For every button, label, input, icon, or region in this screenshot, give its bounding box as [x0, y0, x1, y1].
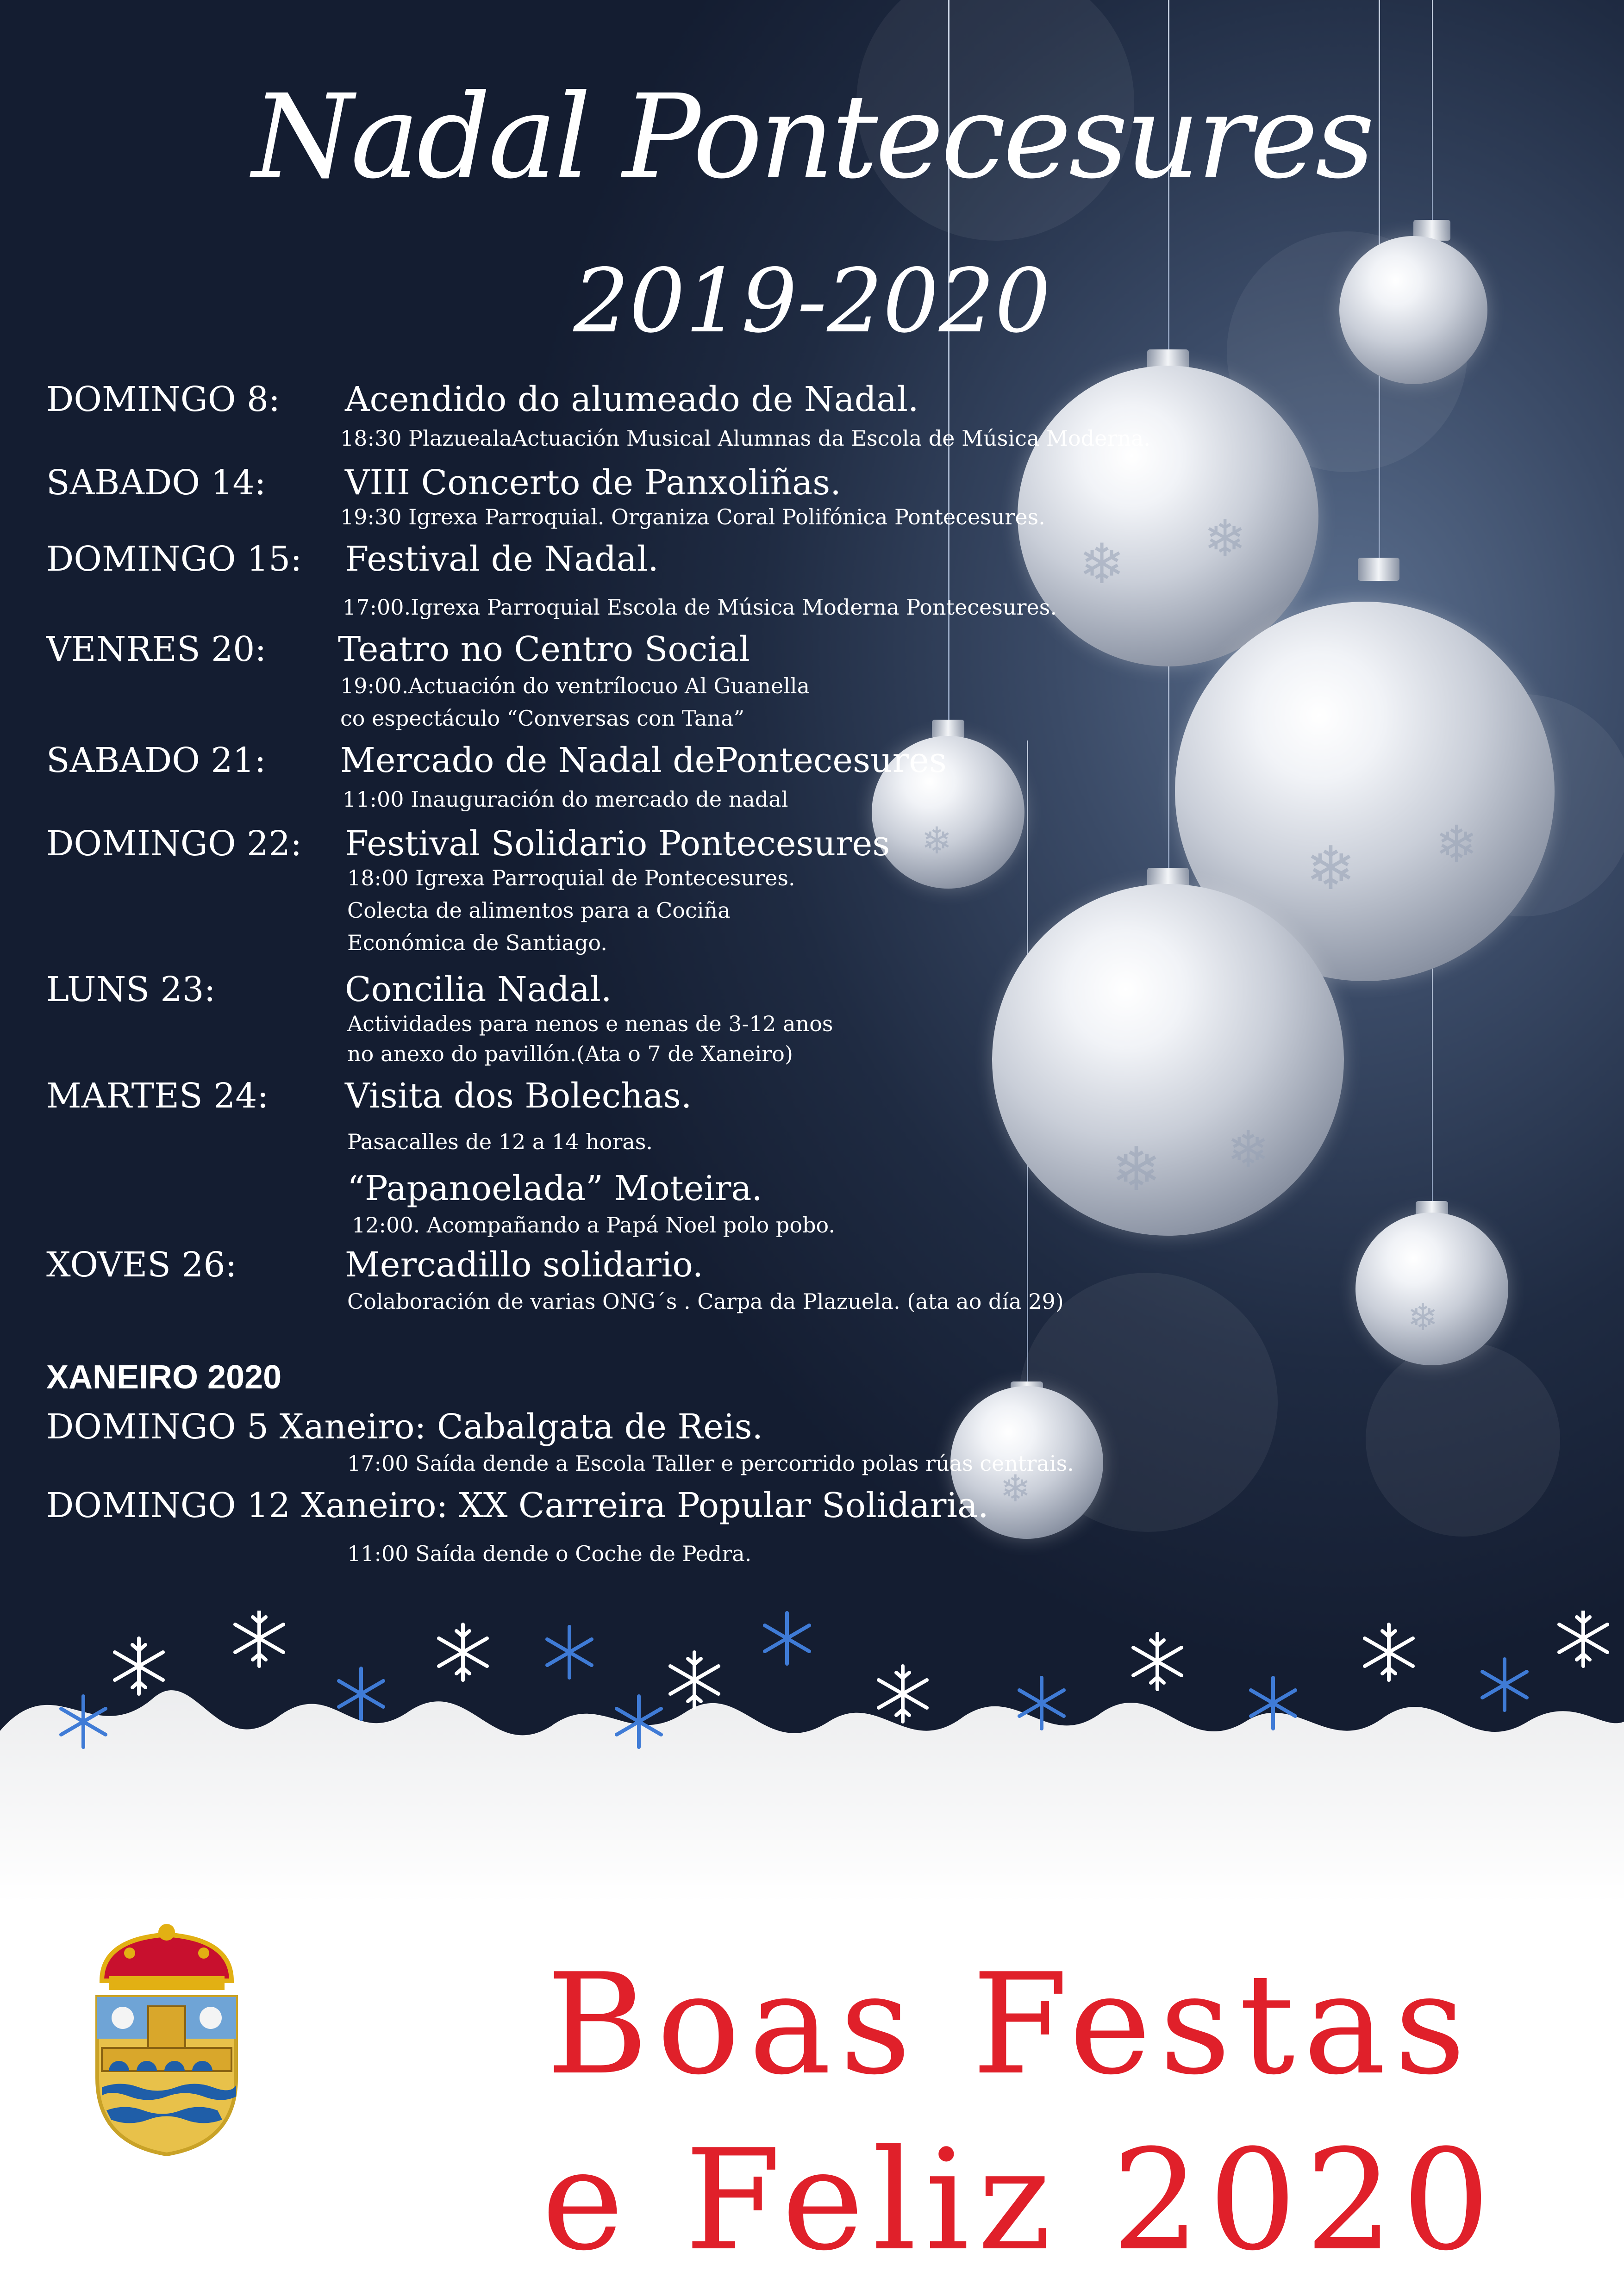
event-title: VIII Concerto de Panxoliñas.: [345, 463, 841, 503]
event-title: Acendido do alumeado de Nadal.: [345, 380, 919, 419]
section-heading: XANEIRO 2020: [46, 1359, 282, 1396]
greeting-line-1: Boas Festas: [546, 1944, 1474, 2105]
snowflake-icon: ❄: [1407, 1296, 1439, 1339]
event-title: Concilia Nadal.: [345, 970, 612, 1009]
snowflake-icon: ❄: [1111, 1134, 1162, 1204]
event-detail: 19:30 Igrexa Parroquial. Organiza Coral Polifónica Pontecesures.: [340, 504, 1045, 529]
event-detail: 11:00 Saída dende o Coche de Pedra.: [347, 1541, 752, 1566]
event-detail: 12:00. Acompañando a Papá Noel polo pobo.: [352, 1213, 836, 1238]
silver-ornament: [1018, 366, 1318, 666]
snowflake-icon: ❄: [1227, 1120, 1270, 1179]
ornament-cap: [1358, 558, 1399, 581]
silver-ornament: [992, 884, 1344, 1236]
event-detail: Colecta de alimentos para a Cociña: [347, 898, 731, 923]
event-detail: 19:00.Actuación do ventrílocuo Al Guanella: [340, 673, 810, 698]
event-title: Visita dos Bolechas.: [345, 1076, 692, 1116]
event-detail: 18:30 PlazuealaActuación Musical Alumnas da Escola de Música Moderna.: [340, 426, 1151, 451]
event-day: DOMINGO 22:: [46, 824, 302, 864]
event-detail: 11:00 Inauguración do mercado de nadal: [343, 787, 788, 812]
event-day: VENRES 20:: [46, 629, 267, 669]
event-detail: 17:00 Saída dende a Escola Taller e percorrido polas rúas centrais.: [347, 1451, 1074, 1476]
event-day: XOVES 26:: [46, 1245, 237, 1285]
poster-years: 2019-2020: [573, 250, 1051, 352]
silver-ornament: [1355, 1213, 1508, 1365]
snowflake-icon: ❄: [1204, 509, 1247, 568]
event-title: “Papanoelada” Moteira.: [347, 1169, 763, 1208]
event-detail: co espectáculo “Conversas con Tana”: [340, 706, 744, 731]
event-day: DOMINGO 8:: [46, 380, 281, 419]
snowflake-icon: ❄: [1435, 815, 1478, 874]
poster-title: Nadal Pontecesures: [252, 69, 1372, 204]
event-detail: 18:00 Igrexa Parroquial de Pontecesures.: [347, 865, 795, 890]
event-title: DOMINGO 12 Xaneiro: XX Carreira Popular Solidaria.: [46, 1486, 989, 1525]
snowflake-icon: ❄: [1305, 833, 1356, 903]
snowflake-icon: ❄: [1079, 532, 1125, 597]
event-detail: Actividades para nenos e nenas de 3-12 anos: [347, 1011, 833, 1036]
event-detail: Pasacalles de 12 a 14 horas.: [347, 1129, 653, 1154]
event-detail: 17:00.Igrexa Parroquial Escola de Música Moderna Pontecesures.: [343, 595, 1057, 620]
event-detail: Económica de Santiago.: [347, 930, 607, 955]
coat-of-arms-logo: [83, 1921, 250, 2161]
event-title: Teatro no Centro Social: [338, 629, 750, 669]
bokeh-light: [1366, 1342, 1560, 1537]
event-title: DOMINGO 5 Xaneiro: Cabalgata de Reis.: [46, 1407, 763, 1447]
event-day: SABADO 14:: [46, 463, 266, 503]
event-detail: no anexo do pavillón.(Ata o 7 de Xaneiro): [347, 1041, 793, 1066]
event-title: Festival de Nadal.: [345, 539, 659, 579]
ornament-cap: [932, 720, 964, 738]
greeting-line-2: e Feliz 2020: [542, 2120, 1499, 2281]
event-detail: Colaboración de varias ONG´s . Carpa da Plazuela. (ata ao día 29): [347, 1289, 1064, 1314]
event-day: MARTES 24:: [46, 1076, 269, 1116]
event-day: LUNS 23:: [46, 970, 216, 1009]
event-title: Mercadillo solidario.: [345, 1245, 704, 1285]
snowflake-icon: ❄: [921, 819, 953, 862]
event-day: DOMINGO 15:: [46, 539, 302, 579]
snowflake-icon: ❄: [1000, 1467, 1031, 1510]
event-day: SABADO 21:: [46, 740, 266, 780]
event-title: Festival Solidario Pontecesures: [345, 824, 890, 864]
event-title: Mercado de Nadal dePontecesures: [340, 740, 947, 780]
